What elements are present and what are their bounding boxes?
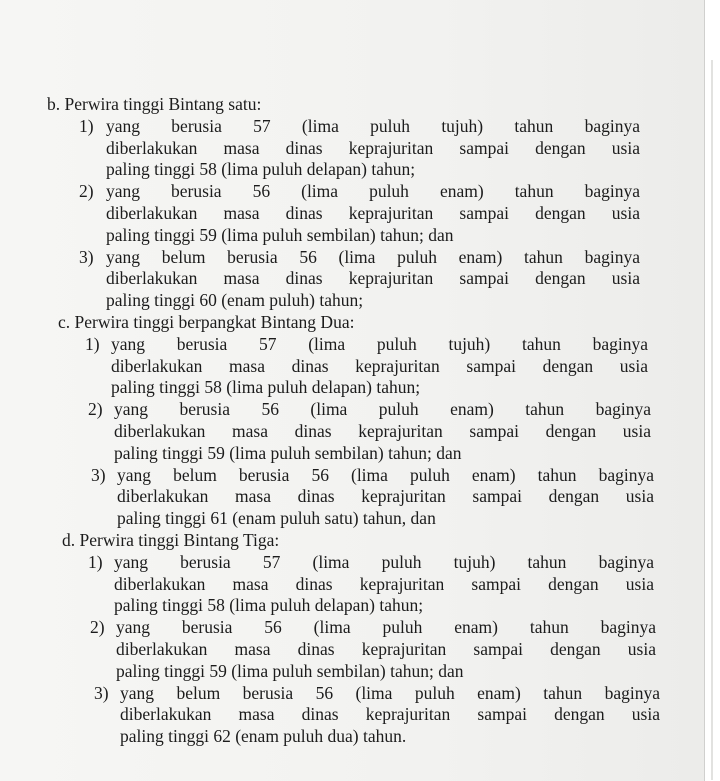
section-b bbox=[47, 94, 647, 312]
item-line: yang berusia 57 (lima puluh tujuh) tahun baginya bbox=[114, 551, 654, 572]
item-line: yang berusia 56 (lima puluh enam) tahun baginya bbox=[106, 181, 640, 202]
item-line: diberlakukan masa dinas keprajuritan sampai dengan usia bbox=[111, 355, 648, 376]
item-line: yang belum berusia 56 (lima puluh enam) tahun baginya bbox=[117, 464, 654, 485]
item-line: diberlakukan masa dinas keprajuritan sampai dengan usia bbox=[116, 638, 656, 659]
item-line: paling tinggi 58 (lima puluh delapan) tahun; bbox=[114, 595, 424, 616]
item-line: yang belum berusia 56 (lima puluh enam) tahun baginya bbox=[120, 682, 660, 703]
item-number: 2) bbox=[79, 181, 94, 202]
item-line: yang berusia 56 (lima puluh enam) tahun baginya bbox=[116, 617, 656, 638]
item-line: paling tinggi 58 (lima puluh delapan) tahun; bbox=[111, 377, 421, 398]
item-number: 3) bbox=[79, 246, 94, 267]
section-title: b. Perwira tinggi Bintang satu: bbox=[47, 94, 262, 114]
item-line: paling tinggi 58 (lima puluh delapan) tahun; bbox=[106, 159, 416, 180]
item-line: diberlakukan masa dinas keprajuritan sampai dengan usia bbox=[106, 202, 640, 223]
item-line: diberlakukan masa dinas keprajuritan sampai dengan usia bbox=[117, 486, 654, 507]
item-number: 2) bbox=[88, 399, 103, 420]
section-d bbox=[62, 530, 667, 748]
item-number: 3) bbox=[91, 464, 106, 485]
list-item bbox=[79, 247, 647, 312]
list-item bbox=[88, 552, 667, 617]
page-edge bbox=[704, 0, 720, 781]
item-line: paling tinggi 61 (enam puluh satu) tahun, dan bbox=[117, 508, 436, 529]
item-number: 1) bbox=[85, 333, 100, 354]
list-item bbox=[88, 399, 658, 464]
item-number: 1) bbox=[88, 551, 103, 572]
list-item bbox=[94, 683, 667, 748]
list-item bbox=[85, 334, 658, 399]
item-line: paling tinggi 59 (lima puluh sembilan) tahun; dan bbox=[116, 660, 464, 681]
item-line: yang belum berusia 56 (lima puluh enam) tahun baginya bbox=[106, 246, 640, 267]
item-line: diberlakukan masa dinas keprajuritan sampai dengan usia bbox=[114, 573, 654, 594]
item-number: 1) bbox=[79, 115, 94, 136]
item-line: paling tinggi 62 (enam puluh dua) tahun. bbox=[120, 726, 407, 747]
section-c bbox=[58, 312, 658, 530]
item-line: yang berusia 57 (lima puluh tujuh) tahun baginya bbox=[106, 115, 640, 136]
section-title: c. Perwira tinggi berpangkat Bintang Dua: bbox=[58, 312, 355, 332]
list-item bbox=[90, 617, 667, 682]
section-title: d. Perwira tinggi Bintang Tiga: bbox=[62, 530, 280, 550]
item-number: 3) bbox=[94, 682, 109, 703]
list-item bbox=[79, 181, 647, 246]
item-line: diberlakukan masa dinas keprajuritan sampai dengan usia bbox=[106, 137, 640, 158]
item-line: diberlakukan masa dinas keprajuritan sampai dengan usia bbox=[106, 268, 640, 289]
item-line: paling tinggi 60 (enam puluh) tahun; bbox=[106, 290, 364, 311]
list-item bbox=[91, 465, 658, 530]
item-line: diberlakukan masa dinas keprajuritan sampai dengan usia bbox=[120, 704, 660, 725]
item-line: paling tinggi 59 (lima puluh sembilan) tahun; dan bbox=[114, 442, 462, 463]
item-line: diberlakukan masa dinas keprajuritan sampai dengan usia bbox=[114, 420, 651, 441]
item-line: yang berusia 56 (lima puluh enam) tahun baginya bbox=[114, 399, 651, 420]
item-line: yang berusia 57 (lima puluh tujuh) tahun baginya bbox=[111, 333, 648, 354]
item-number: 2) bbox=[90, 617, 105, 638]
item-line: paling tinggi 59 (lima puluh sembilan) tahun; dan bbox=[106, 224, 454, 245]
list-item bbox=[79, 116, 647, 181]
